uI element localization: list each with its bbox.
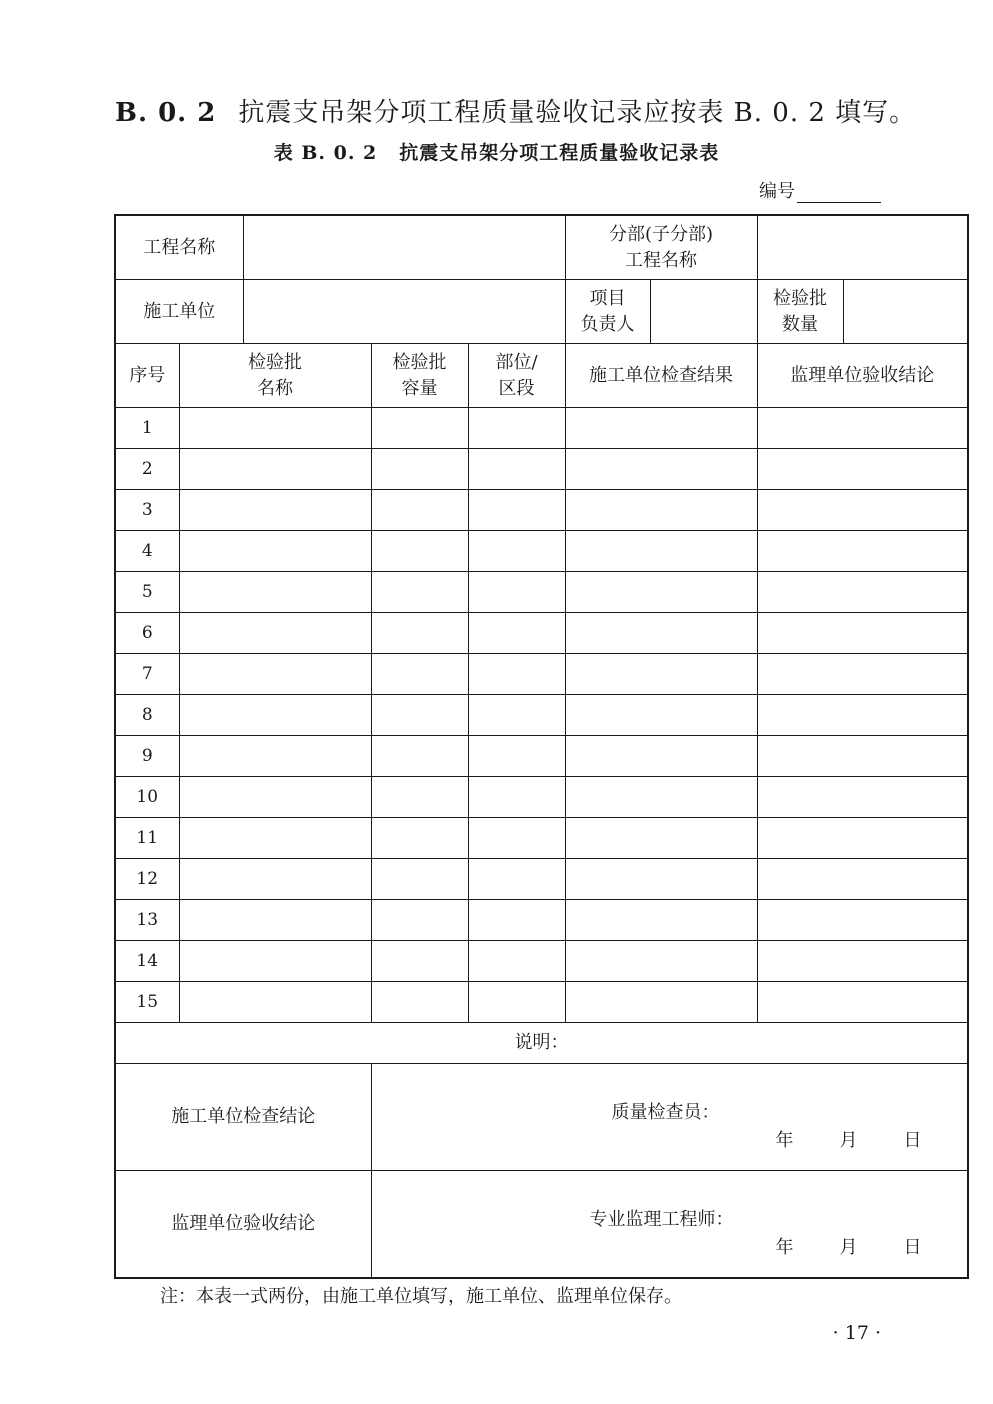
row-batch-capacity[interactable] xyxy=(371,777,468,818)
contractor-value[interactable] xyxy=(243,280,565,344)
row-batch-name[interactable] xyxy=(179,449,371,490)
row-batch-capacity[interactable] xyxy=(371,695,468,736)
row-section[interactable] xyxy=(468,982,565,1023)
row-batch-name[interactable] xyxy=(179,490,371,531)
row-seq: 9 xyxy=(115,736,179,777)
row-contractor-result[interactable] xyxy=(565,941,757,982)
row-batch-capacity[interactable] xyxy=(371,941,468,982)
row-section[interactable] xyxy=(468,900,565,941)
project-name-label: 工程名称 xyxy=(115,215,243,280)
row-contractor-result[interactable] xyxy=(565,736,757,777)
row-supervisor-conclusion[interactable] xyxy=(757,449,968,490)
row-batch-capacity[interactable] xyxy=(371,572,468,613)
row-batch-name[interactable] xyxy=(179,736,371,777)
section-text: 抗震支吊架分项工程质量验收记录应按表 B. 0. 2 填写。 xyxy=(238,98,917,128)
row-supervisor-conclusion[interactable] xyxy=(757,859,968,900)
acceptance-record-table xyxy=(114,214,969,1279)
row-batch-name[interactable] xyxy=(179,572,371,613)
division-value[interactable] xyxy=(757,215,968,280)
row-section[interactable] xyxy=(468,490,565,531)
row-seq: 14 xyxy=(115,941,179,982)
month-label: 月 xyxy=(839,1237,858,1258)
contractor-row xyxy=(115,280,968,344)
row-supervisor-conclusion[interactable] xyxy=(757,490,968,531)
row-section[interactable] xyxy=(468,531,565,572)
section-number: B. 0. 2 xyxy=(115,98,217,128)
row-contractor-result[interactable] xyxy=(565,572,757,613)
table-caption xyxy=(0,138,993,165)
row-supervisor-conclusion[interactable] xyxy=(757,736,968,777)
table-row xyxy=(115,900,968,941)
row-batch-capacity[interactable] xyxy=(371,654,468,695)
supervisor-date xyxy=(776,1235,968,1261)
section-header: 部位/ 区段 xyxy=(468,344,565,408)
row-section[interactable] xyxy=(468,613,565,654)
project-manager-label: 项目 负责人 xyxy=(565,280,650,344)
row-batch-name[interactable] xyxy=(179,408,371,449)
serial-number-blank[interactable] xyxy=(797,184,881,203)
contractor-date xyxy=(776,1128,968,1154)
row-contractor-result[interactable] xyxy=(565,695,757,736)
column-header-row xyxy=(115,344,968,408)
row-batch-capacity[interactable] xyxy=(371,490,468,531)
supervisor-conclusion-row xyxy=(115,1171,968,1279)
row-supervisor-conclusion[interactable] xyxy=(757,900,968,941)
row-supervisor-conclusion[interactable] xyxy=(757,654,968,695)
row-seq: 8 xyxy=(115,695,179,736)
row-batch-name[interactable] xyxy=(179,818,371,859)
table-row xyxy=(115,490,968,531)
row-contractor-result[interactable] xyxy=(565,531,757,572)
table-row xyxy=(115,572,968,613)
row-seq: 2 xyxy=(115,449,179,490)
row-batch-capacity[interactable] xyxy=(371,531,468,572)
table-row xyxy=(115,613,968,654)
row-batch-name[interactable] xyxy=(179,777,371,818)
section-heading xyxy=(115,92,916,129)
serial-number-label: 编号 xyxy=(759,181,795,202)
row-contractor-result[interactable] xyxy=(565,408,757,449)
quality-inspector-label: 质量检查员： xyxy=(611,1102,720,1123)
contractor-conclusion-label: 施工单位检查结论 xyxy=(115,1064,371,1171)
batch-count-value[interactable] xyxy=(843,280,968,344)
footnote: 注：本表一式两份，由施工单位填写，施工单位、监理单位保存。 xyxy=(160,1286,682,1307)
contractor-conclusion-row xyxy=(115,1064,968,1171)
row-batch-capacity[interactable] xyxy=(371,818,468,859)
row-batch-name[interactable] xyxy=(179,654,371,695)
row-contractor-result[interactable] xyxy=(565,654,757,695)
row-batch-capacity[interactable] xyxy=(371,982,468,1023)
row-section[interactable] xyxy=(468,777,565,818)
page-number: · 17 · xyxy=(832,1322,881,1344)
row-batch-name[interactable] xyxy=(179,613,371,654)
year-label: 年 xyxy=(775,1237,794,1258)
row-batch-name[interactable] xyxy=(179,695,371,736)
row-supervisor-conclusion[interactable] xyxy=(757,941,968,982)
data-rows xyxy=(115,408,968,1023)
table-row xyxy=(115,449,968,490)
row-batch-name[interactable] xyxy=(179,531,371,572)
row-seq: 10 xyxy=(115,777,179,818)
table-row xyxy=(115,818,968,859)
project-manager-value[interactable] xyxy=(650,280,757,344)
note-label[interactable]: 说明： xyxy=(115,1023,968,1064)
division-label: 分部(子分部) 工程名称 xyxy=(565,215,757,280)
table-row xyxy=(115,736,968,777)
row-seq: 5 xyxy=(115,572,179,613)
row-contractor-result[interactable] xyxy=(565,490,757,531)
supervisor-conclusion-header: 监理单位验收结论 xyxy=(757,344,968,408)
year-label: 年 xyxy=(775,1130,794,1151)
table-row xyxy=(115,531,968,572)
day-label: 日 xyxy=(903,1237,922,1258)
project-name-row xyxy=(115,215,968,280)
table-row xyxy=(115,654,968,695)
row-section[interactable] xyxy=(468,695,565,736)
row-batch-capacity[interactable] xyxy=(371,900,468,941)
row-contractor-result[interactable] xyxy=(565,900,757,941)
row-seq: 4 xyxy=(115,531,179,572)
row-section[interactable] xyxy=(468,941,565,982)
row-section[interactable] xyxy=(468,449,565,490)
row-seq: 6 xyxy=(115,613,179,654)
contractor-result-header: 施工单位检查结果 xyxy=(565,344,757,408)
contractor-label: 施工单位 xyxy=(115,280,243,344)
row-section[interactable] xyxy=(468,736,565,777)
batch-capacity-header: 检验批 容量 xyxy=(371,344,468,408)
row-supervisor-conclusion[interactable] xyxy=(757,777,968,818)
table-row xyxy=(115,982,968,1023)
row-seq: 13 xyxy=(115,900,179,941)
table-row xyxy=(115,695,968,736)
batch-count-label: 检验批 数量 xyxy=(757,280,843,344)
row-batch-capacity[interactable] xyxy=(371,449,468,490)
contractor-conclusion-area[interactable] xyxy=(371,1064,968,1171)
row-seq: 1 xyxy=(115,408,179,449)
month-label: 月 xyxy=(839,1130,858,1151)
batch-name-header: 检验批 名称 xyxy=(179,344,371,408)
note-row xyxy=(115,1023,968,1064)
row-batch-capacity[interactable] xyxy=(371,613,468,654)
row-contractor-result[interactable] xyxy=(565,982,757,1023)
seq-header: 序号 xyxy=(115,344,179,408)
table-number: 表 B. 0. 2 xyxy=(273,142,378,164)
row-batch-name[interactable] xyxy=(179,859,371,900)
table-row xyxy=(115,777,968,818)
row-seq: 3 xyxy=(115,490,179,531)
row-seq: 7 xyxy=(115,654,179,695)
row-contractor-result[interactable] xyxy=(565,818,757,859)
row-seq: 11 xyxy=(115,818,179,859)
row-seq: 15 xyxy=(115,982,179,1023)
row-seq: 12 xyxy=(115,859,179,900)
supervising-engineer-label: 专业监理工程师： xyxy=(589,1209,734,1230)
table-row xyxy=(115,859,968,900)
supervisor-conclusion-label: 监理单位验收结论 xyxy=(115,1171,371,1279)
row-contractor-result[interactable] xyxy=(565,777,757,818)
row-supervisor-conclusion[interactable] xyxy=(757,572,968,613)
serial-number-field xyxy=(759,177,881,203)
row-batch-capacity[interactable] xyxy=(371,736,468,777)
row-contractor-result[interactable] xyxy=(565,449,757,490)
row-section[interactable] xyxy=(468,818,565,859)
row-contractor-result[interactable] xyxy=(565,859,757,900)
row-supervisor-conclusion[interactable] xyxy=(757,982,968,1023)
row-section[interactable] xyxy=(468,408,565,449)
row-supervisor-conclusion[interactable] xyxy=(757,613,968,654)
row-supervisor-conclusion[interactable] xyxy=(757,695,968,736)
supervisor-conclusion-area[interactable] xyxy=(371,1171,968,1279)
row-batch-name[interactable] xyxy=(179,982,371,1023)
row-contractor-result[interactable] xyxy=(565,613,757,654)
row-supervisor-conclusion[interactable] xyxy=(757,531,968,572)
table-title: 抗震支吊架分项工程质量验收记录表 xyxy=(399,142,720,164)
row-batch-name[interactable] xyxy=(179,900,371,941)
project-name-value[interactable] xyxy=(243,215,565,280)
row-batch-capacity[interactable] xyxy=(371,859,468,900)
row-batch-capacity[interactable] xyxy=(371,408,468,449)
row-section[interactable] xyxy=(468,859,565,900)
table-row xyxy=(115,408,968,449)
row-section[interactable] xyxy=(468,654,565,695)
table-row xyxy=(115,941,968,982)
day-label: 日 xyxy=(903,1130,922,1151)
row-batch-name[interactable] xyxy=(179,941,371,982)
row-supervisor-conclusion[interactable] xyxy=(757,408,968,449)
row-section[interactable] xyxy=(468,572,565,613)
row-supervisor-conclusion[interactable] xyxy=(757,818,968,859)
